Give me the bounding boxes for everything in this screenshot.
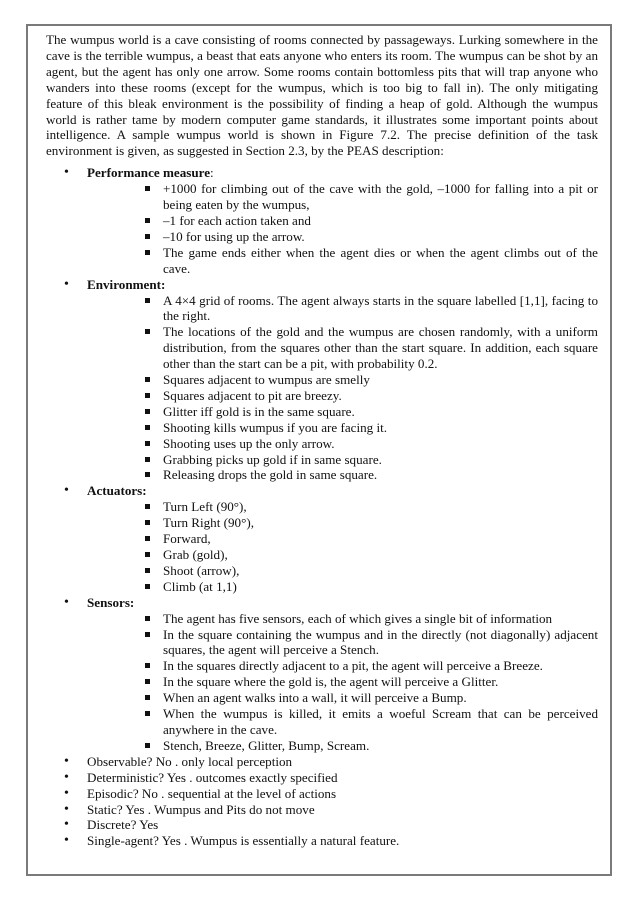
intro-paragraph: The wumpus world is a cave consisting of rooms connected by passageways. Lurking somewhere in the cave is the terrible wumpus, a beast that eats anyone who enters its room. The wumpus can be shot by an agent, but the agent has only one arrow. Some rooms contain bottomless pits that will trap anyone who wanders into these rooms (except for the wumpus, which is too big to fall in). The only mitigating feature of this bleak environment is the possibility of finding a heap of gold. Although the wumpus world is rather tame by modern computer game standards, it illustrates some important points about intelligence. A sample wumpus world is shown in Figure 7.2. The precise definition of the task environment is given, as suggested in Section 2.3, by the PEAS description: — [46, 32, 598, 159]
list-item: In the square where the gold is, the agent will perceive a Glitter. — [87, 674, 598, 690]
list-item: Grabbing picks up gold if in same square. — [87, 452, 598, 468]
category-label: Actuators: — [87, 483, 147, 499]
list-item: When an agent walks into a wall, it will perceive a Bump. — [87, 690, 598, 706]
list-item: Shoot (arrow), — [87, 563, 598, 579]
document-content — [46, 32, 598, 849]
list-item: Shooting kills wumpus if you are facing it. — [87, 420, 598, 436]
document-page — [26, 24, 612, 876]
list-item: The game ends either when the agent dies or when the agent climbs out of the cave. — [87, 245, 598, 277]
property-single-agent: • Single-agent? Yes . Wumpus is essentially a natural feature. — [46, 833, 598, 849]
list-item: Forward, — [87, 531, 598, 547]
peas-actuators — [46, 483, 598, 594]
category-label: Performance measure — [87, 165, 211, 181]
list-item: Turn Left (90°), — [87, 499, 598, 515]
list-item: –1 for each action taken and — [87, 213, 598, 229]
list-item: The agent has five sensors, each of which gives a single bit of information — [87, 611, 598, 627]
sub-list — [87, 293, 598, 484]
list-item: Turn Right (90°), — [87, 515, 598, 531]
list-item: The locations of the gold and the wumpus are chosen randomly, with a uniform distribution, from the squares other than the start square. In addition, each square other than the start can be a pit, with probability 0.2. — [87, 324, 598, 372]
property-episodic: • Episodic? No . sequential at the level of actions — [46, 786, 598, 802]
list-item: Releasing drops the gold in same square. — [87, 467, 598, 483]
property-observable: • Observable? No . only local perception — [46, 754, 598, 770]
peas-sensors — [46, 595, 598, 754]
list-item: Shooting uses up the only arrow. — [87, 436, 598, 452]
list-item: Grab (gold), — [87, 547, 598, 563]
category-label: Sensors: — [87, 594, 135, 610]
property-deterministic: • Deterministic? Yes . outcomes exactly specified — [46, 770, 598, 786]
list-item: Squares adjacent to wumpus are smelly — [87, 372, 598, 388]
peas-list — [46, 165, 598, 849]
list-item: +1000 for climbing out of the cave with the gold, –1000 for falling into a pit or being eaten by the wumpus, — [87, 181, 598, 213]
list-item: –10 for using up the arrow. — [87, 229, 598, 245]
list-item: Squares adjacent to pit are breezy. — [87, 388, 598, 404]
list-item: In the squares directly adjacent to a pit, the agent will perceive a Breeze. — [87, 658, 598, 674]
property-discrete: • Discrete? Yes — [46, 817, 598, 833]
property-static: • Static? Yes . Wumpus and Pits do not move — [46, 802, 598, 818]
list-item: Glitter iff gold is in the same square. — [87, 404, 598, 420]
sub-list — [87, 499, 598, 594]
list-item: Stench, Breeze, Glitter, Bump, Scream. — [87, 738, 598, 754]
sub-list — [87, 611, 598, 754]
peas-environment — [46, 277, 598, 484]
list-item: When the wumpus is killed, it emits a woeful Scream that can be perceived anywhere in the cave. — [87, 706, 598, 738]
peas-performance — [46, 165, 598, 276]
list-item: A 4×4 grid of rooms. The agent always starts in the square labelled [1,1], facing to the right. — [87, 293, 598, 325]
category-label: Environment: — [87, 276, 166, 292]
list-item: Climb (at 1,1) — [87, 579, 598, 595]
list-item: In the square containing the wumpus and in the directly (not diagonally) adjacent squares, the agent will perceive a Stench. — [87, 627, 598, 659]
sub-list — [87, 181, 598, 276]
category-suffix: : — [210, 165, 214, 181]
